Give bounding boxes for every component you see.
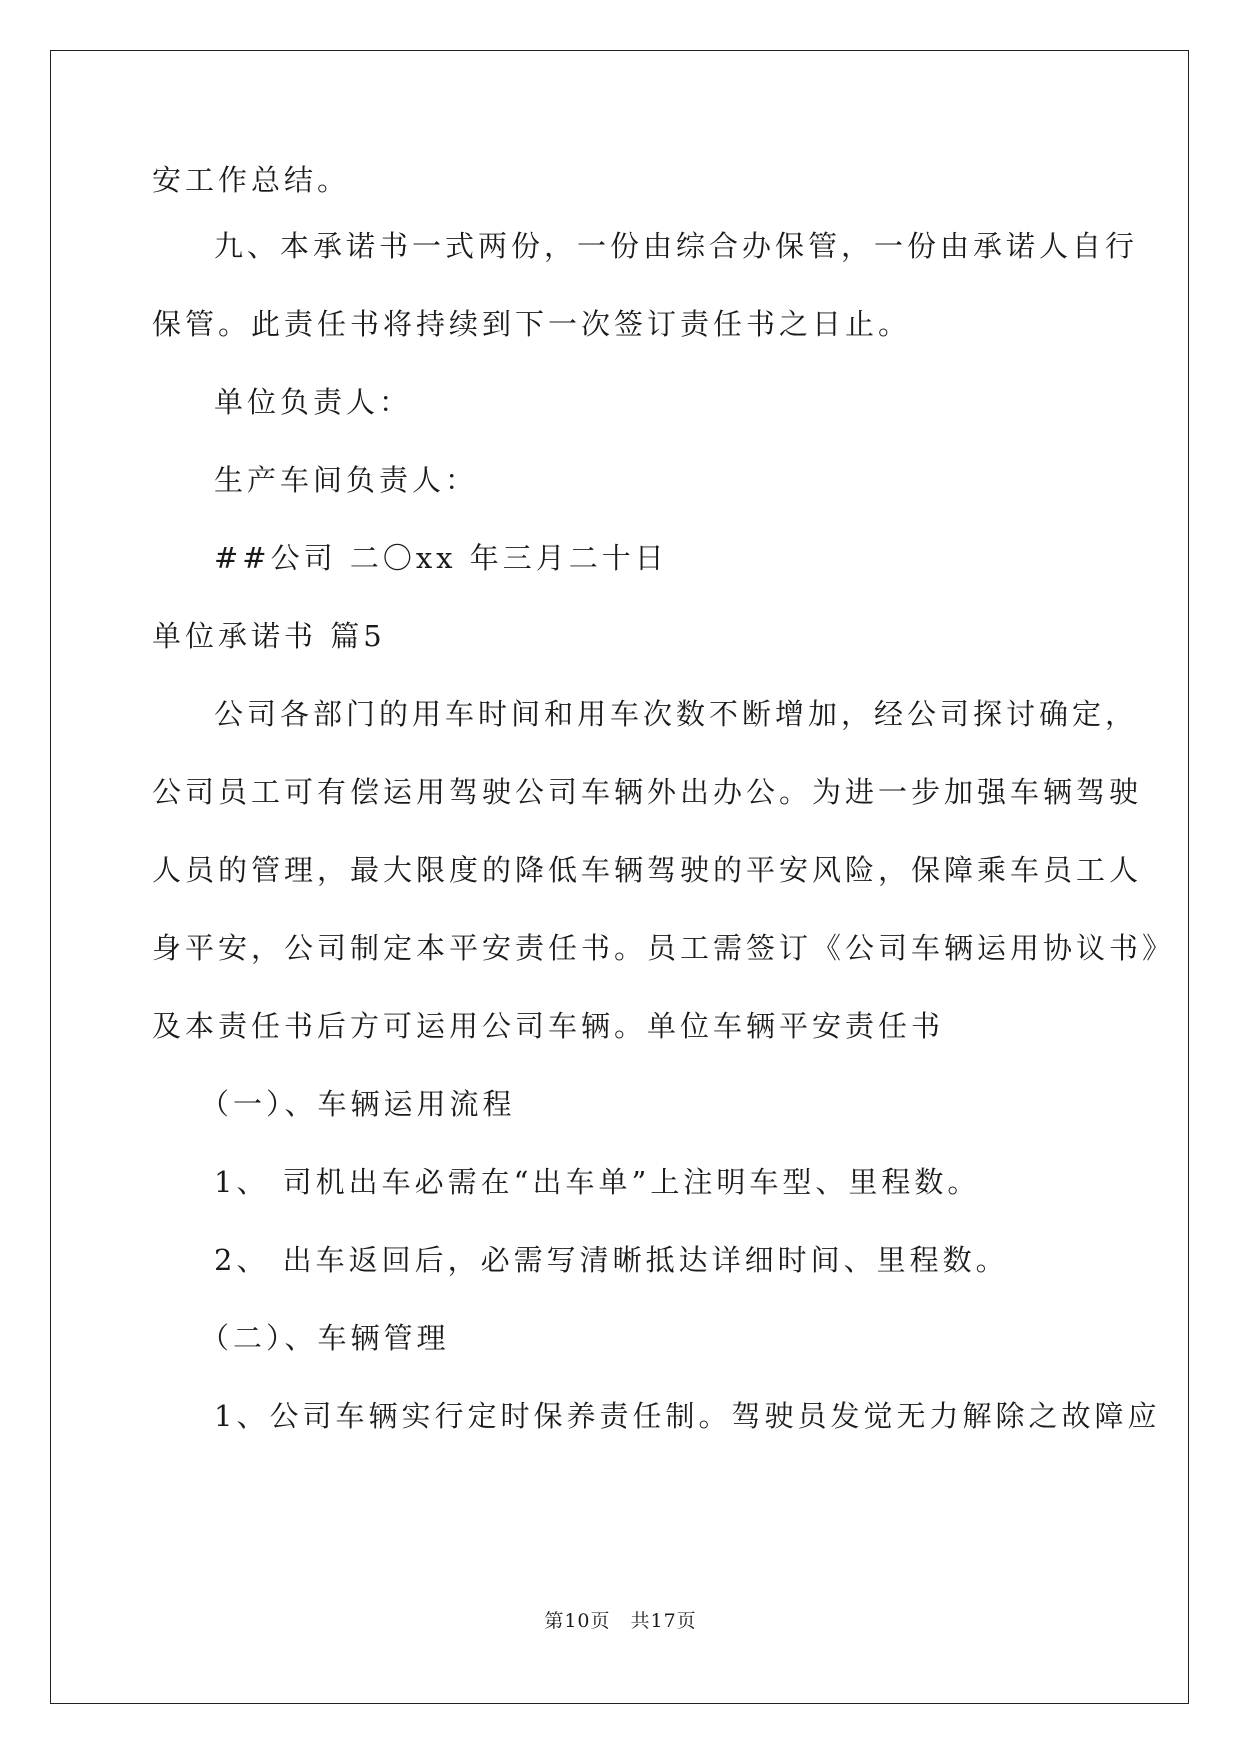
subheading: （二）、车辆管理 [200,1321,450,1355]
paragraph-line: 身平安，公司制定本平安责任书。员工需签订《公司车辆运用协议书》 [152,931,1176,965]
list-item: 2、 出车返回后，必需写清晰抵达详细时间、里程数。 [214,1243,1009,1277]
subheading: （一）、车辆运用流程 [200,1087,516,1121]
signature-label-unit-head: 单位负责人： [214,385,413,419]
paragraph-line: 公司员工可有偿运用驾驶公司车辆外出办公。为进一步加强车辆驾驶 [152,775,1143,809]
paragraph-line: 人员的管理，最大限度的降低车辆驾驶的平安风险，保障乘车员工人 [152,853,1143,887]
list-item: 1、 司机出车必需在“出车单”上注明车型、里程数。 [214,1165,981,1199]
paragraph-line: 及本责任书后方可运用公司车辆。单位车辆平安责任书 [152,1009,945,1043]
paragraph-line: 安工作总结。 [152,163,351,197]
page-number: 第10页 共17页 [544,1610,697,1632]
signature-label-workshop-head: 生产车间负责人： [214,463,479,497]
section-heading: 单位承诺书 篇5 [152,619,386,653]
date-line: ##公司 二〇xx 年三月二十日 [214,541,668,575]
paragraph-line: 九、本承诺书一式两份，一份由综合办保管，一份由承诺人自行 [214,229,1139,263]
paragraph-line: 公司各部门的用车时间和用车次数不断增加，经公司探讨确定， [214,697,1139,731]
list-item: 1、公司车辆实行定时保养责任制。驾驶员发觉无力解除之故障应 [214,1399,1161,1433]
paragraph-line: 保管。此责任书将持续到下一次签订责任书之日止。 [152,307,912,341]
